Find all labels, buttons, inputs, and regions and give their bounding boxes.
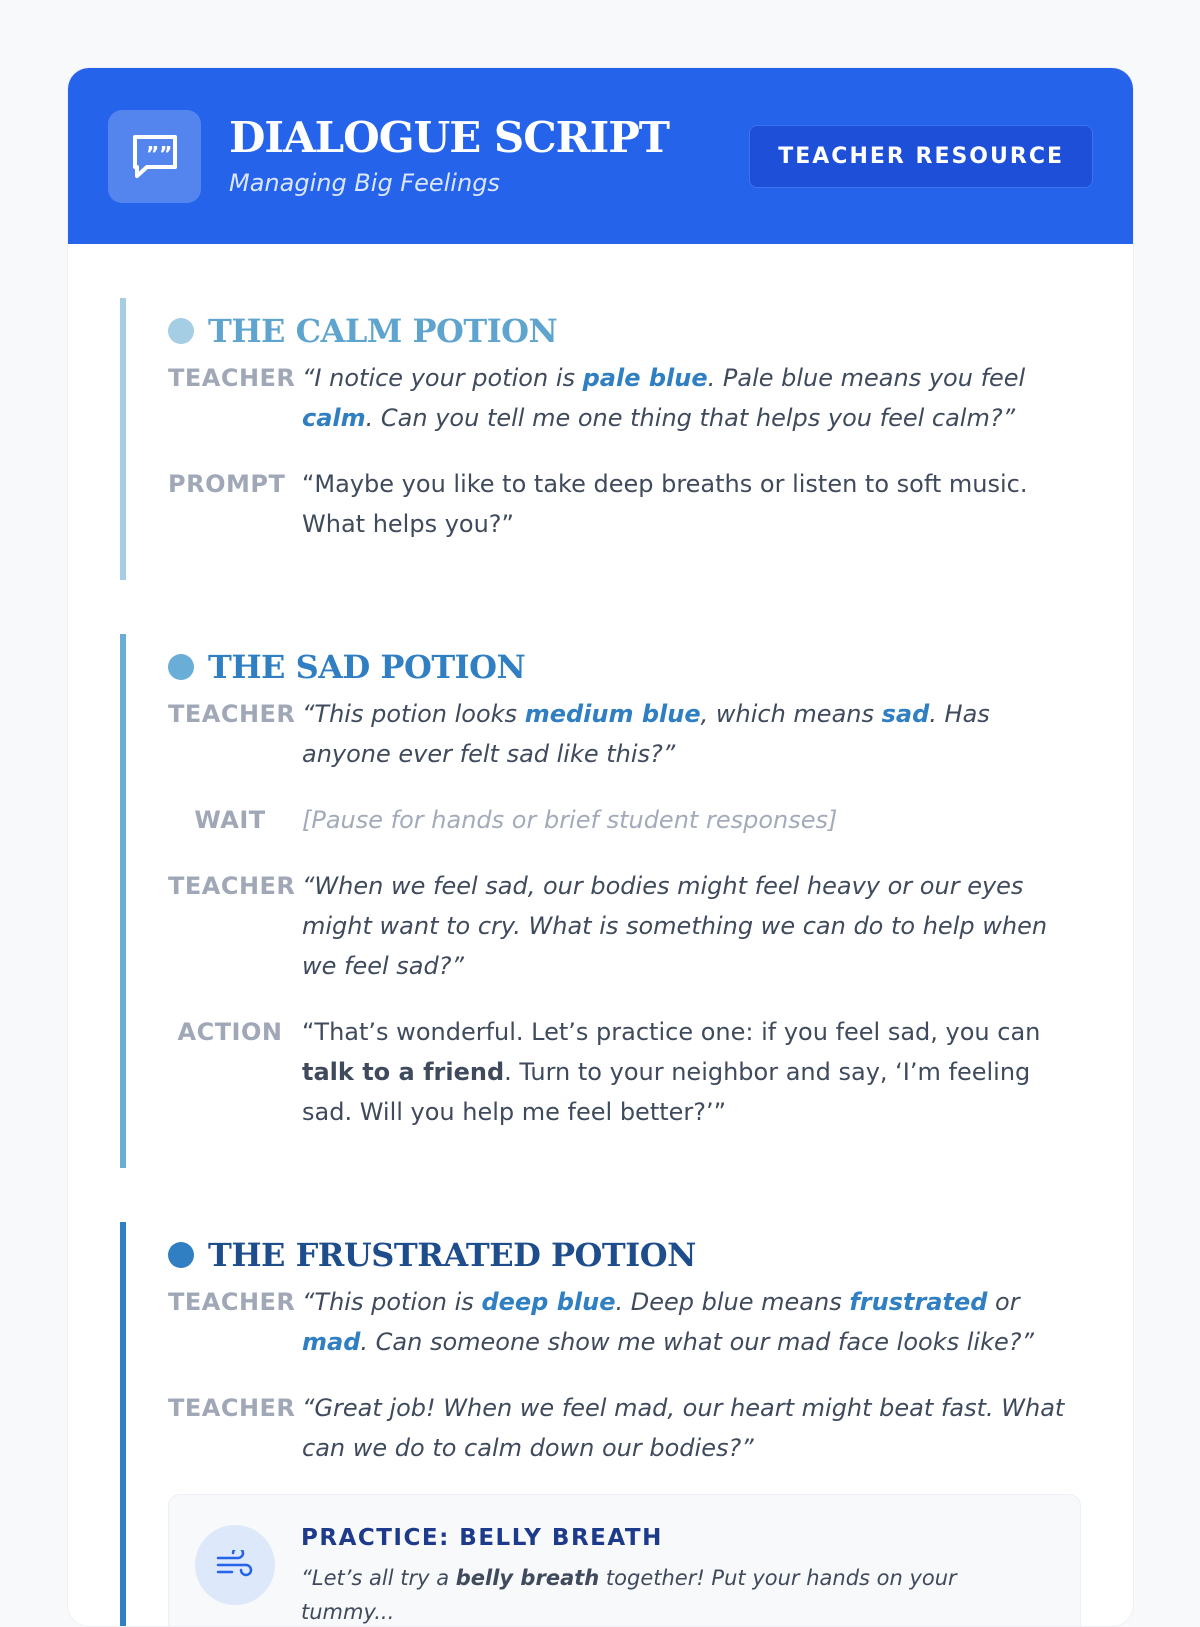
role-label: TEACHER	[168, 1394, 296, 1422]
dialogue-text: “Great job! When we feel mad, our heart might beat fast. What can we do to calm down our bodies?”	[302, 1394, 1065, 1462]
role-label: PROMPT	[168, 470, 286, 498]
dialogue-line	[168, 464, 1081, 544]
dialogue-text: “Maybe you like to take deep breaths or listen to soft music. What helps you?”	[302, 470, 1028, 538]
section-title-calm: THE CALM POTION	[168, 298, 1081, 344]
section-frustrated-potion	[120, 1222, 1081, 1627]
role-label: TEACHER	[168, 872, 296, 900]
section-title-frustrated: THE FRUSTRATED POTION	[168, 1222, 1081, 1268]
practice-box	[168, 1494, 1081, 1627]
dialogue-text: “This potion looks medium blue, which means sad. Has anyone ever felt sad like this?”	[302, 700, 990, 768]
dialogue-text: “When we feel sad, our bodies might feel heavy or our eyes might want to cry. What is something we can do to help when we feel sad?”	[302, 872, 1048, 980]
bullet-dot	[168, 1242, 194, 1268]
dialogue-line	[168, 866, 1081, 986]
practice-text: “Let’s all try a belly breath together! Put your hands on your tummy...	[301, 1566, 957, 1624]
header	[68, 68, 1133, 244]
teacher-resource-badge: TEACHER RESOURCE	[749, 125, 1093, 188]
dialogue-text: “That’s wonderful. Let’s practice one: if you feel sad, you can talk to a friend. Turn to your neighbor and say, ‘I’m feeling sad. Will you help me feel better?’”	[302, 1018, 1041, 1126]
section-calm-potion	[120, 298, 1081, 580]
page-subtitle: Managing Big Feelings	[229, 169, 500, 197]
page-title: DIALOGUE SCRIPT	[229, 113, 670, 162]
dialogue-line	[168, 1012, 1081, 1132]
role-label: WAIT	[194, 806, 266, 834]
role-label: TEACHER	[168, 364, 296, 392]
dialogue-text: “I notice your potion is pale blue. Pale blue means you feel calm. Can you tell me one thing that helps you feel calm?”	[302, 364, 1026, 432]
section-sad-potion	[120, 634, 1081, 1168]
role-label: TEACHER	[168, 1288, 296, 1316]
practice-title: PRACTICE: BELLY BREATH	[301, 1525, 663, 1551]
dialogue-line	[168, 1388, 1081, 1468]
bullet-dot	[168, 654, 194, 680]
section-title-sad: THE SAD POTION	[168, 634, 1081, 680]
dialogue-text: “This potion is deep blue. Deep blue means frustrated or mad. Can someone show me what our mad face looks like?”	[302, 1288, 1034, 1356]
role-label: TEACHER	[168, 700, 296, 728]
svg-text:””: ””	[145, 142, 172, 166]
speech-bubble-quote-icon	[108, 110, 201, 203]
dialogue-line	[168, 800, 1081, 840]
role-label: ACTION	[177, 1018, 283, 1046]
dialogue-text: [Pause for hands or brief student responses]	[302, 806, 838, 834]
script-card	[67, 67, 1134, 1627]
dialogue-line	[168, 694, 1081, 774]
wind-icon	[195, 1525, 275, 1605]
dialogue-line	[168, 1282, 1081, 1362]
bullet-dot	[168, 318, 194, 344]
dialogue-line	[168, 358, 1081, 438]
